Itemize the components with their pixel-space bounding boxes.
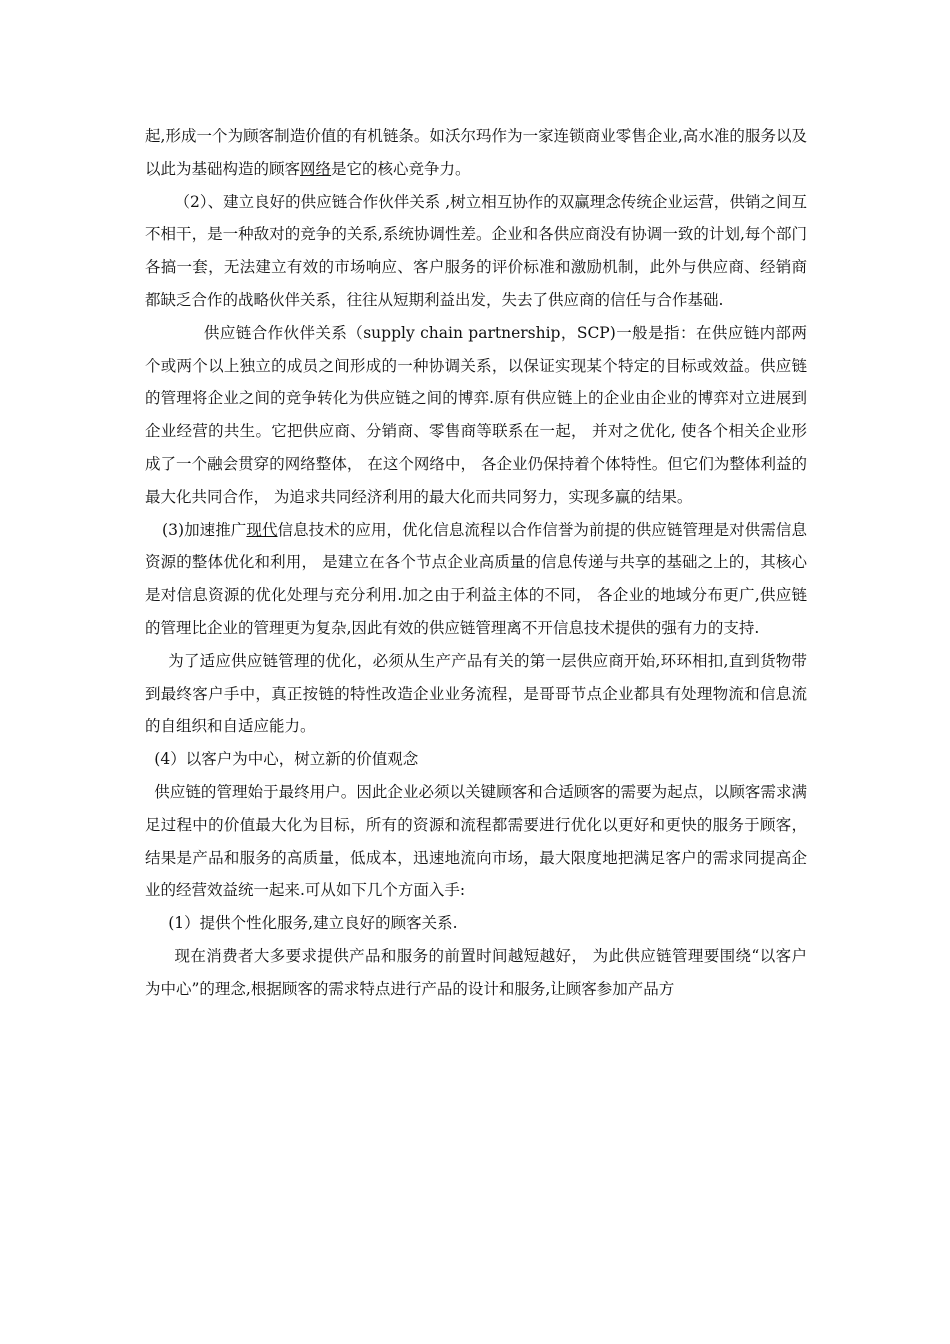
paragraph-2: （2）、建立良好的供应链合作伙伴关系 ,树立相互协作的双赢理念传统企业运营，供销之间互不相干，是一种敌对的竞争的关系,系统协调性差。企业和各供应商没有协调一致的计划,每个部门各搞一套，无法建立有效的市场响应、客户服务的评价标准和激励机制，此外与供应商、经销商都缺乏合作的战略伙伴关系，往往从短期利益出发，失去了供应商的信任与合作基础. xyxy=(145,192,807,309)
paragraph-1-text-a: 起,形成一个为顾客制造价值的有机链条。如沃尔玛作为一家连锁商业零售企业,高水准的服务以及以此为基础构造的顾客 xyxy=(145,127,807,178)
document-body xyxy=(145,120,807,1006)
paragraph-4-text-a: (3)加速推广 xyxy=(162,520,247,539)
paragraph-3: 供应链合作伙伴关系（supply chain partnership，SCP)一般是指：在供应链内部两个或两个以上独立的成员之间形成的一种协调关系，以保证实现某个特定的目标或效益。供应链的管理将企业之间的竞争转化为供应链之间的博弈.原有供应链上的企业由企业的博弈对立进展到企业经营的共生。它把供应商、分销商、零售商等联系在一起， 并对之优化, 使各个相关企业形成了一个融会贯穿的网络整体， 在这个网络中， 各企业仍保持着个体特性。但它们为整体利益的最大化共同合作， 为追求共同经济利用的最大化而共同努力，实现多赢的结果。 xyxy=(145,323,807,506)
paragraph-7: 供应链的管理始于最终用户。因此企业必须以关键顾客和合适顾客的需要为起点，以顾客需求满足过程中的价值最大化为目标，所有的资源和流程都需要进行优化以更好和更快的服务于顾客，结果是产品和服务的高质量，低成本，迅速地流向市场，最大限度地把满足客户的需求同提高企业的经营效益统一起来.可从如下几个方面入手: xyxy=(145,782,807,900)
paragraph-9: 现在消费者大多要求提供产品和服务的前置时间越短越好， 为此供应链管理要围绕“以客户为中心”的理念,根据顾客的需求特点进行产品的设计和服务,让顾客参加产品方 xyxy=(145,946,807,998)
paragraph-6-heading: (4）以客户为中心，树立新的价值观念 xyxy=(154,750,419,769)
paragraph-1 xyxy=(145,120,807,186)
paragraph-4 xyxy=(145,514,807,645)
paragraph-8-heading: (1）提供个性化服务,建立良好的顾客关系. xyxy=(168,914,458,933)
paragraph-4-text-b: 信息技术的应用，优化信息流程以合作信誉为前提的供应链管理是对供需信息资源的整体优化和利用， 是建立在各个节点企业高质量的信息传递与共享的基础之上的，其核心是对信息资源的优化处理与充分利用.加之由于利益主体的不同， 各企业的地域分布更广,供应链的管理比企业的管理更为复杂,因此有效的供应链管理离不开信息技术提供的强有力的支持. xyxy=(145,520,807,637)
paragraph-5: 为了适应供应链管理的优化，必须从生产产品有关的第一层供应商开始,环环相扣,直到货物带到最终客户手中，真正按链的特性改造企业业务流程，是哥哥节点企业都具有处理物流和信息流的自组织和自适应能力。 xyxy=(145,651,807,736)
paragraph-1-text-b: 是它的核心竞争力。 xyxy=(331,159,471,178)
network-link[interactable]: 网络 xyxy=(300,159,332,178)
modern-link[interactable]: 现代 xyxy=(246,520,278,539)
